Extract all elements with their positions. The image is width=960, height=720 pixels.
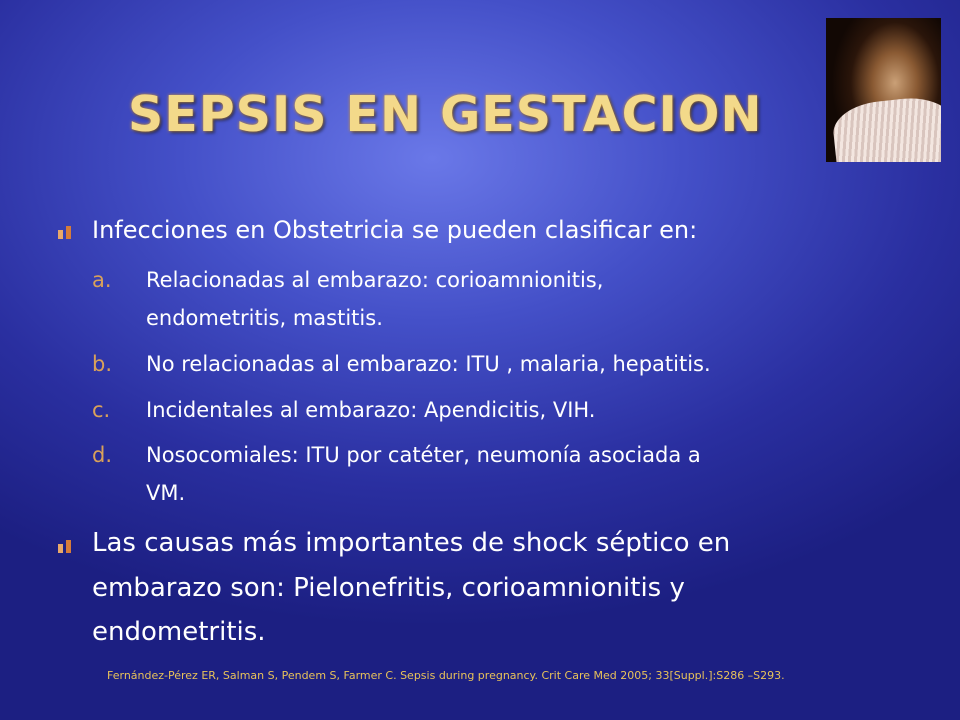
- bullet-2-line-2: embarazo son: Pielonefritis, corioamnionitis y: [92, 573, 685, 603]
- reference-citation: Fernández-Pérez ER, Salman S, Pendem S, Farmer C. Sepsis during pregnancy. Crit Care Med 2005; 33[Suppl.]:S286 –S293.: [107, 669, 785, 682]
- item-d-line-1: Nosocomiales: ITU por catéter, neumonía asociada a: [146, 443, 701, 467]
- bullet-icon: [58, 540, 71, 553]
- item-b-line-1: No relacionadas al embarazo: ITU , malaria, hepatitis.: [146, 352, 711, 376]
- item-d-line-2: VM.: [146, 481, 186, 505]
- bullet-1-text: Infecciones en Obstetricia se pueden clasificar en:: [92, 216, 698, 244]
- slide-title: SEPSIS EN GESTACION: [128, 86, 763, 143]
- item-c-marker: c.: [92, 398, 111, 422]
- item-a-marker: a.: [92, 268, 112, 292]
- pregnant-belly-photo: [826, 18, 941, 162]
- item-b-marker: b.: [92, 352, 113, 376]
- bullet-2-line-3: endometritis.: [92, 617, 266, 647]
- item-c-line-1: Incidentales al embarazo: Apendicitis, VIH.: [146, 398, 596, 422]
- item-d-marker: d.: [92, 443, 113, 467]
- bullet-icon: [58, 226, 71, 239]
- bullet-2-line-1: Las causas más importantes de shock séptico en: [92, 528, 731, 558]
- item-a-line-1: Relacionadas al embarazo: corioamnionitis,: [146, 268, 604, 292]
- item-a-line-2: endometritis, mastitis.: [146, 306, 383, 330]
